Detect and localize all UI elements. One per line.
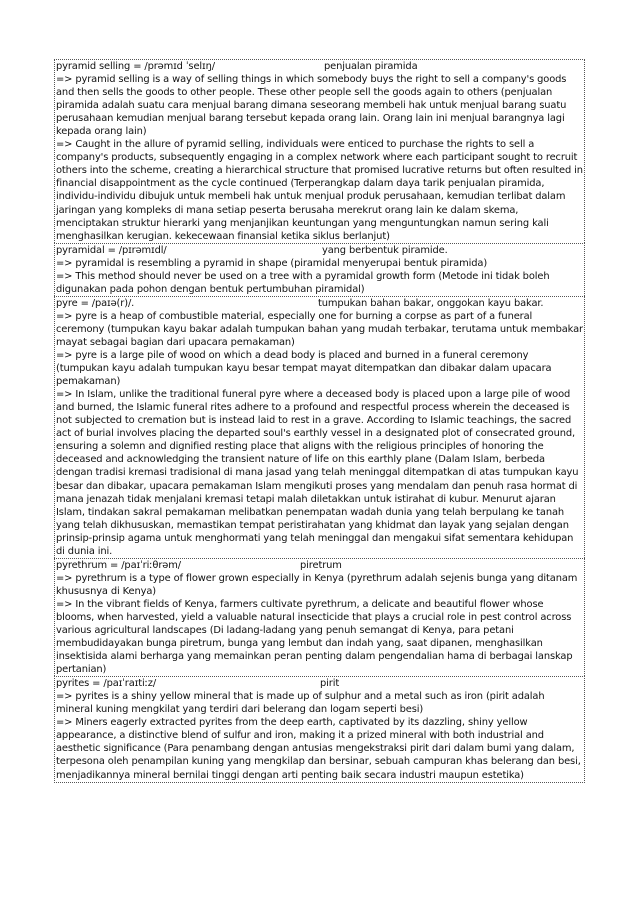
entry-definition: => pyramid selling is a way of selling things in which somebody buys the right to sell a company's goods and then sells the goods to other people. These other people sell the goods again to others (penjualan piramida adalah suatu cara menjual barang dimana seseorang membeli hak untuk menjual barang suatu perusahaan kemudian menjual barang tersebut kepada orang lain. Orang lain ini menjual barangnya lagi kepada orang lain) bbox=[56, 74, 567, 138]
dictionary-entry bbox=[54, 243, 585, 296]
entry-translation: tumpukan bahan bakar, onggokan kayu bakar. bbox=[318, 297, 544, 309]
entry-example: => Caught in the allure of pyramid selling, individuals were enticed to purchase the rights to sell a company's products, subsequently engaging in a complex network where each participant sought to recruit others into the scheme, creating a hierarchical structure that promised lucrative returns but often resulted in financial disappointment as the cycle continued (Terperangkap dalam daya tarik penjualan piramida, individu-individu dibujuk untuk membeli hak untuk menjual produk perusahaan, kemudian terlibat dalam jaringan yang kompleks di mana setiap peserta berusaha merekrut orang lain ke dalam skema, menciptakan struktur hierarki yang menjanjikan keuntungan yang menguntungkan namun sering kali menghasilkan kerugian. kekecewaan finansial ketika siklus berlanjut) bbox=[56, 139, 583, 242]
entry-term: pyramid selling = /prəmɪd ˈselɪŋ/ bbox=[56, 61, 215, 72]
entry-headline bbox=[56, 297, 583, 310]
entry-headline bbox=[56, 677, 583, 690]
entry-term: pyre = /paɪə(r)/. bbox=[56, 297, 135, 309]
entry-headline bbox=[56, 244, 583, 257]
entry-translation: piretrum bbox=[300, 559, 342, 571]
dictionary-entry bbox=[54, 676, 585, 782]
entry-term: pyramidal = /pɪrəmɪdl/ bbox=[56, 244, 167, 256]
dictionary-page bbox=[54, 59, 585, 783]
entry-definition: => pyre is a heap of combustible material, especially one for burning a corpse as part of a funeral ceremony (tumpukan kayu bakar adalah tumpukan bahan yang mudah terbakar, terutama untuk membakar mayat sebagai bagian dari upacara pemakaman) bbox=[56, 310, 583, 348]
entry-example: => In the vibrant fields of Kenya, farmers cultivate pyrethrum, a delicate and beautiful flower whose blooms, when harvested, yield a valuable natural insecticide that plays a crucial role in pest control across various agricultural landscapes (Di ladang-ladang yang penuh semangat di Kenya, para petani membudidayakan bunga piretrum, bunga yang lembut dan indah yang, saat dipanen, menghasilkan insektisida alami berharga yang memainkan peran penting dalam pengendalian hama di berbagai lanskap pertanian) bbox=[56, 598, 573, 676]
dictionary-entry bbox=[54, 59, 585, 243]
entry-definition: => pyre is a large pile of wood on which a dead body is placed and burned in a funeral ceremony (tumpukan kayu adalah tumpukan kayu besar tempat mayat ditempatkan dan dibakar dalam upacara pemakaman) bbox=[56, 350, 552, 388]
entry-definition: => pyramidal is resembling a pyramid in shape (piramidal menyerupai bentuk piramida) bbox=[56, 257, 488, 269]
entry-definition: => pyrethrum is a type of flower grown especially in Kenya (pyrethrum adalah sejenis bunga yang ditanam khususnya di Kenya) bbox=[56, 572, 578, 597]
entry-headline bbox=[56, 60, 583, 73]
entry-term: pyrethrum = /paɪˈriːθrəm/ bbox=[56, 559, 181, 571]
entry-translation: yang berbentuk piramide. bbox=[322, 244, 448, 256]
entry-term: pyrites = /paɪˈraɪtiːz/ bbox=[56, 678, 157, 690]
entry-example: => This method should never be used on a tree with a pyramidal growth form (Metode ini tidak boleh digunakan pada pohon dengan bentuk pertumbuhan piramidal) bbox=[56, 270, 550, 295]
entry-definition: => pyrites is a shiny yellow mineral that is made up of sulphur and a metal such as iron (pirit adalah mineral kuning mengkilat yang terdiri dari belerang dan logam seperti besi) bbox=[56, 691, 545, 716]
entry-example: => In Islam, unlike the traditional funeral pyre where a deceased body is placed upon a large pile of wood and burned, the Islamic funeral rites adhere to a profound and respectful process wherein the deceased is not subjected to cremation but is instead laid to rest in a grave. According to Islamic teachings, the sacred act of burial involves placing the departed soul's earthly vessel in a designated plot of consecrated ground, ensuring a solemn and dignified resting place that aligns with the religious principles of honoring the deceased and acknowledging the transient nature of life on this earthly plane (Dalam Islam, berbeda dengan tradisi kremasi tradisional di mana jasad yang telah meninggal ditempatkan di atas tumpukan kayu besar dan dibakar, upacara pemakaman Islam mengikuti proses yang mendalam dan penuh rasa hormat di mana jenazah tidak menjalani kremasi tetapi malah diletakkan untuk istirahat di kubur. Menurut ajaran Islam, tindakan sakral pemakaman melibatkan penempatan wadah dunia yang telah berpulang ke tanah yang telah dikhususkan, memastikan tempat peristirahatan yang khidmat dan layak yang sejalan dengan prinsip-prinsip agama untuk menghormati yang telah meninggal dan mengakui sifat sementara kehidupan di dunia ini. bbox=[56, 389, 579, 557]
dictionary-entry bbox=[54, 558, 585, 676]
entry-translation: pirit bbox=[320, 678, 340, 690]
entry-example: => Miners eagerly extracted pyrites from the deep earth, captivated by its dazzling, shiny yellow appearance, a distinctive blend of sulfur and iron, making it a prized mineral with both industrial and aesthetic significance (Para penambang dengan antusias mengekstraksi pirit dari dalam bumi yang dalam, terpesona oleh penampilan kuning yang mengkilap dan bersinar, sebuah campuran khas belerang dan besi, menjadikannya mineral bernilai tinggi dengan arti penting baik secara industri maupun estetika) bbox=[56, 717, 581, 781]
entry-headline bbox=[56, 559, 583, 572]
dictionary-entry bbox=[54, 296, 585, 558]
entry-translation: penjualan piramida bbox=[324, 61, 418, 72]
